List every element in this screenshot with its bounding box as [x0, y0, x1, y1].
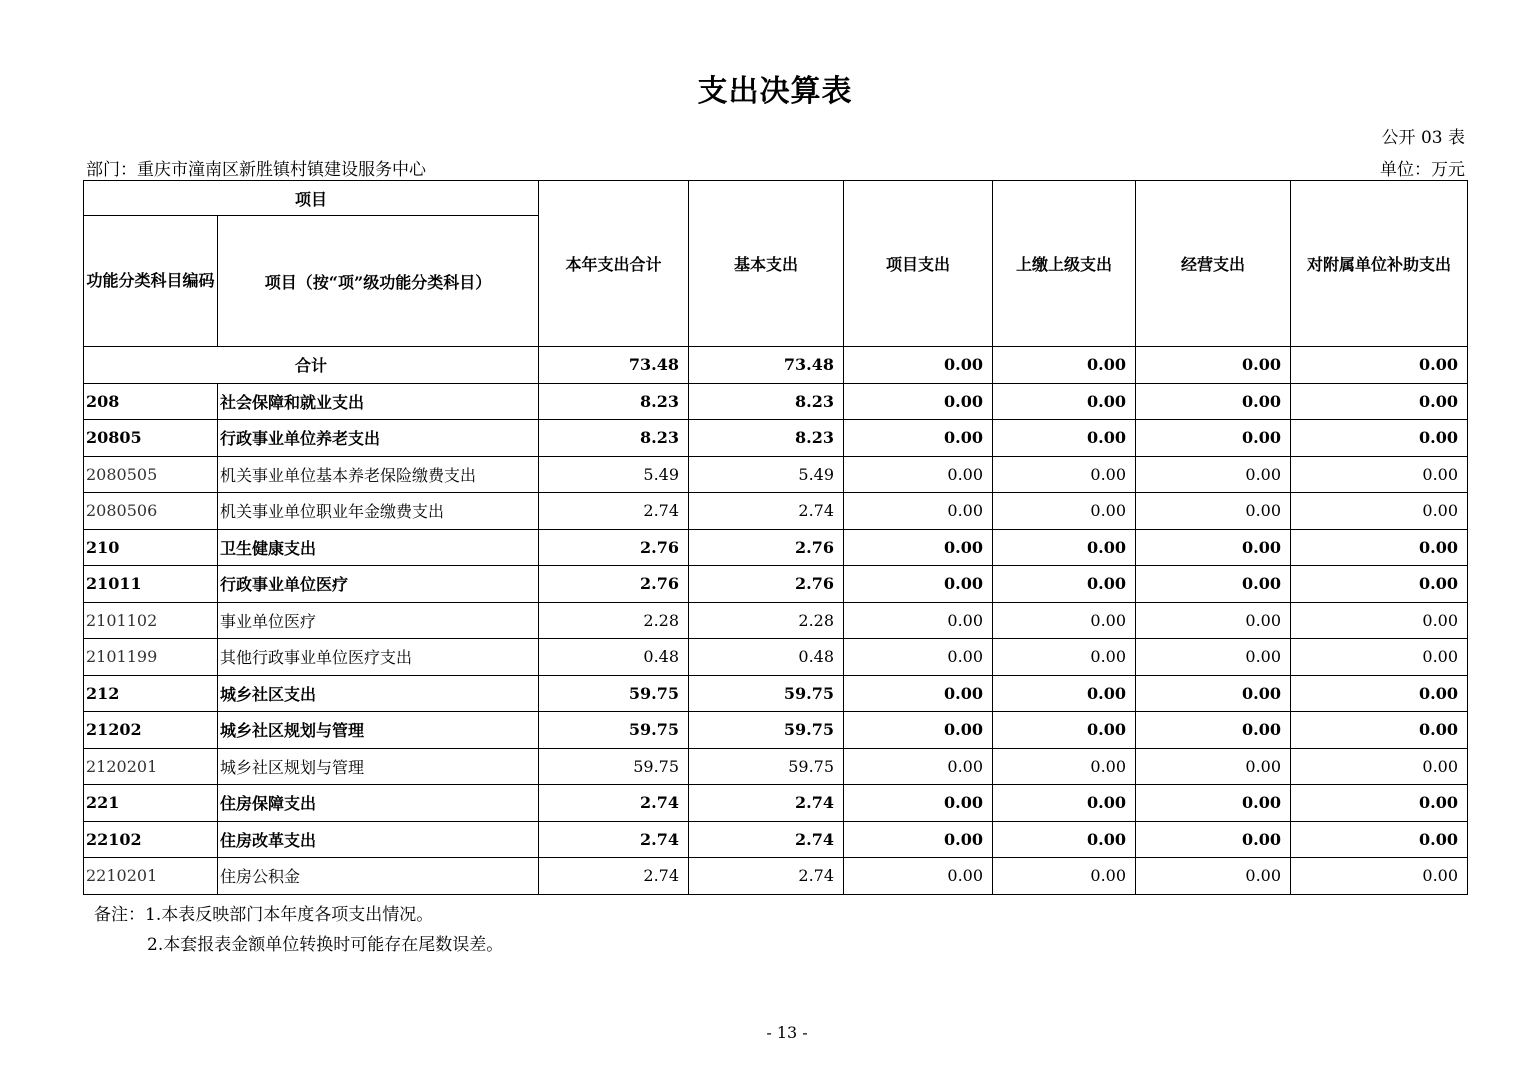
row-value: 2.76	[539, 529, 689, 566]
row-code: 210	[84, 529, 218, 566]
row-value: 0.00	[1136, 602, 1291, 639]
row-value: 0.00	[1291, 566, 1468, 603]
row-value: 0.00	[993, 383, 1136, 420]
row-value: 0.00	[993, 529, 1136, 566]
row-value: 0.00	[993, 493, 1136, 530]
total-value: 0.00	[844, 347, 993, 384]
expenditure-table	[83, 180, 1468, 895]
table-row	[84, 675, 1468, 712]
row-name: 行政事业单位养老支出	[218, 420, 539, 457]
row-value: 2.74	[689, 785, 844, 822]
row-value: 0.00	[993, 712, 1136, 749]
row-value: 2.76	[689, 566, 844, 603]
table-row	[84, 529, 1468, 566]
total-label: 合计	[84, 347, 539, 384]
row-value: 0.00	[993, 566, 1136, 603]
row-code: 2120201	[84, 748, 218, 785]
row-value: 0.00	[993, 602, 1136, 639]
row-code: 2101199	[84, 639, 218, 676]
row-name: 机关事业单位基本养老保险缴费支出	[218, 456, 539, 493]
row-value: 0.00	[1291, 858, 1468, 895]
total-value: 0.00	[1136, 347, 1291, 384]
row-value: 0.00	[844, 639, 993, 676]
row-code: 2080506	[84, 493, 218, 530]
header-project-expenditure: 项目支出	[844, 181, 993, 347]
row-value: 5.49	[689, 456, 844, 493]
row-code: 2101102	[84, 602, 218, 639]
table-row	[84, 748, 1468, 785]
header-basic: 基本支出	[689, 181, 844, 347]
table-row	[84, 785, 1468, 822]
row-code: 21202	[84, 712, 218, 749]
row-value: 0.00	[1136, 420, 1291, 457]
row-value: 2.74	[539, 821, 689, 858]
table-row	[84, 420, 1468, 457]
row-value: 2.74	[689, 493, 844, 530]
row-value: 0.00	[844, 420, 993, 457]
row-value: 0.00	[844, 785, 993, 822]
row-value: 0.00	[1291, 821, 1468, 858]
row-name: 住房公积金	[218, 858, 539, 895]
header-upper-level: 上缴上级支出	[993, 181, 1136, 347]
page-title: 支出决算表	[697, 74, 853, 109]
row-value: 2.74	[689, 821, 844, 858]
row-name: 城乡社区规划与管理	[218, 712, 539, 749]
note-line-2: 2.本套报表金额单位转换时可能存在尾数误差。	[147, 935, 504, 955]
table-row	[84, 493, 1468, 530]
row-value: 2.76	[539, 566, 689, 603]
row-value: 0.00	[993, 748, 1136, 785]
row-value: 0.48	[689, 639, 844, 676]
table-row	[84, 383, 1468, 420]
row-value: 0.00	[1136, 529, 1291, 566]
table-row	[84, 821, 1468, 858]
row-value: 2.74	[539, 493, 689, 530]
row-value: 2.74	[689, 858, 844, 895]
row-value: 0.00	[844, 602, 993, 639]
row-value: 0.00	[1136, 858, 1291, 895]
row-code: 21011	[84, 566, 218, 603]
row-value: 2.76	[689, 529, 844, 566]
total-value: 73.48	[539, 347, 689, 384]
department-label: 部门：重庆市潼南区新胜镇村镇建设服务中心	[86, 160, 426, 180]
row-value: 5.49	[539, 456, 689, 493]
row-code: 22102	[84, 821, 218, 858]
header-subsidy: 对附属单位补助支出	[1291, 181, 1468, 347]
row-name: 机关事业单位职业年金缴费支出	[218, 493, 539, 530]
row-value: 8.23	[689, 383, 844, 420]
row-code: 208	[84, 383, 218, 420]
row-value: 0.00	[1136, 566, 1291, 603]
row-value: 0.00	[1136, 821, 1291, 858]
row-value: 0.00	[1291, 712, 1468, 749]
row-value: 0.00	[1136, 383, 1291, 420]
table-row	[84, 566, 1468, 603]
row-value: 0.00	[1291, 383, 1468, 420]
row-value: 59.75	[539, 675, 689, 712]
header-business: 经营支出	[1136, 181, 1291, 347]
row-value: 0.00	[844, 748, 993, 785]
row-name: 城乡社区支出	[218, 675, 539, 712]
unit-label: 单位：万元	[1380, 160, 1465, 180]
row-value: 0.00	[844, 821, 993, 858]
row-name: 住房改革支出	[218, 821, 539, 858]
form-number: 公开 03 表	[1381, 128, 1465, 148]
row-name: 事业单位医疗	[218, 602, 539, 639]
row-value: 0.00	[1291, 420, 1468, 457]
note-line-1: 备注：1.本表反映部门本年度各项支出情况。	[94, 905, 434, 925]
table-row	[84, 639, 1468, 676]
row-value: 0.48	[539, 639, 689, 676]
row-value: 0.00	[844, 493, 993, 530]
table-row	[84, 602, 1468, 639]
row-value: 0.00	[1136, 456, 1291, 493]
row-value: 2.28	[539, 602, 689, 639]
table-row	[84, 712, 1468, 749]
row-value: 0.00	[1136, 493, 1291, 530]
row-code: 212	[84, 675, 218, 712]
row-value: 0.00	[844, 712, 993, 749]
header-total: 本年支出合计	[539, 181, 689, 347]
row-value: 0.00	[844, 675, 993, 712]
row-value: 8.23	[689, 420, 844, 457]
row-value: 0.00	[1291, 602, 1468, 639]
row-value: 2.74	[539, 858, 689, 895]
row-value: 0.00	[1291, 785, 1468, 822]
row-value: 0.00	[1291, 675, 1468, 712]
row-value: 0.00	[1291, 456, 1468, 493]
row-code: 2210201	[84, 858, 218, 895]
row-value: 0.00	[993, 420, 1136, 457]
row-name: 城乡社区规划与管理	[218, 748, 539, 785]
row-value: 0.00	[844, 456, 993, 493]
row-value: 59.75	[539, 748, 689, 785]
row-code: 221	[84, 785, 218, 822]
row-value: 0.00	[1291, 639, 1468, 676]
row-value: 0.00	[844, 383, 993, 420]
row-name: 卫生健康支出	[218, 529, 539, 566]
header-project: 项目	[84, 181, 539, 216]
total-value: 0.00	[993, 347, 1136, 384]
row-value: 59.75	[689, 712, 844, 749]
row-value: 2.28	[689, 602, 844, 639]
total-row	[84, 347, 1468, 384]
row-value: 0.00	[1136, 712, 1291, 749]
page-number: - 13 -	[766, 1023, 808, 1042]
row-name: 住房保障支出	[218, 785, 539, 822]
row-value: 8.23	[539, 383, 689, 420]
row-code: 20805	[84, 420, 218, 457]
row-name: 其他行政事业单位医疗支出	[218, 639, 539, 676]
row-value: 0.00	[1291, 493, 1468, 530]
header-code: 功能分类科目编码	[84, 216, 218, 347]
row-value: 0.00	[993, 456, 1136, 493]
row-name: 社会保障和就业支出	[218, 383, 539, 420]
table-row	[84, 456, 1468, 493]
row-value: 0.00	[1136, 785, 1291, 822]
row-value: 0.00	[993, 639, 1136, 676]
row-value: 0.00	[1136, 748, 1291, 785]
row-value: 59.75	[539, 712, 689, 749]
total-value: 73.48	[689, 347, 844, 384]
row-value: 59.75	[689, 675, 844, 712]
row-value: 0.00	[993, 821, 1136, 858]
row-value: 59.75	[689, 748, 844, 785]
row-value: 0.00	[993, 858, 1136, 895]
row-code: 2080505	[84, 456, 218, 493]
notes	[94, 900, 503, 960]
row-value: 0.00	[993, 675, 1136, 712]
table-row	[84, 858, 1468, 895]
row-value: 0.00	[1136, 639, 1291, 676]
row-value: 2.74	[539, 785, 689, 822]
row-value: 8.23	[539, 420, 689, 457]
header-name: 项目（按“项”级功能分类科目）	[218, 216, 539, 347]
row-value: 0.00	[844, 566, 993, 603]
row-name: 行政事业单位医疗	[218, 566, 539, 603]
row-value: 0.00	[844, 858, 993, 895]
row-value: 0.00	[1136, 675, 1291, 712]
row-value: 0.00	[1291, 748, 1468, 785]
row-value: 0.00	[993, 785, 1136, 822]
row-value: 0.00	[844, 529, 993, 566]
row-value: 0.00	[1291, 529, 1468, 566]
total-value: 0.00	[1291, 347, 1468, 384]
